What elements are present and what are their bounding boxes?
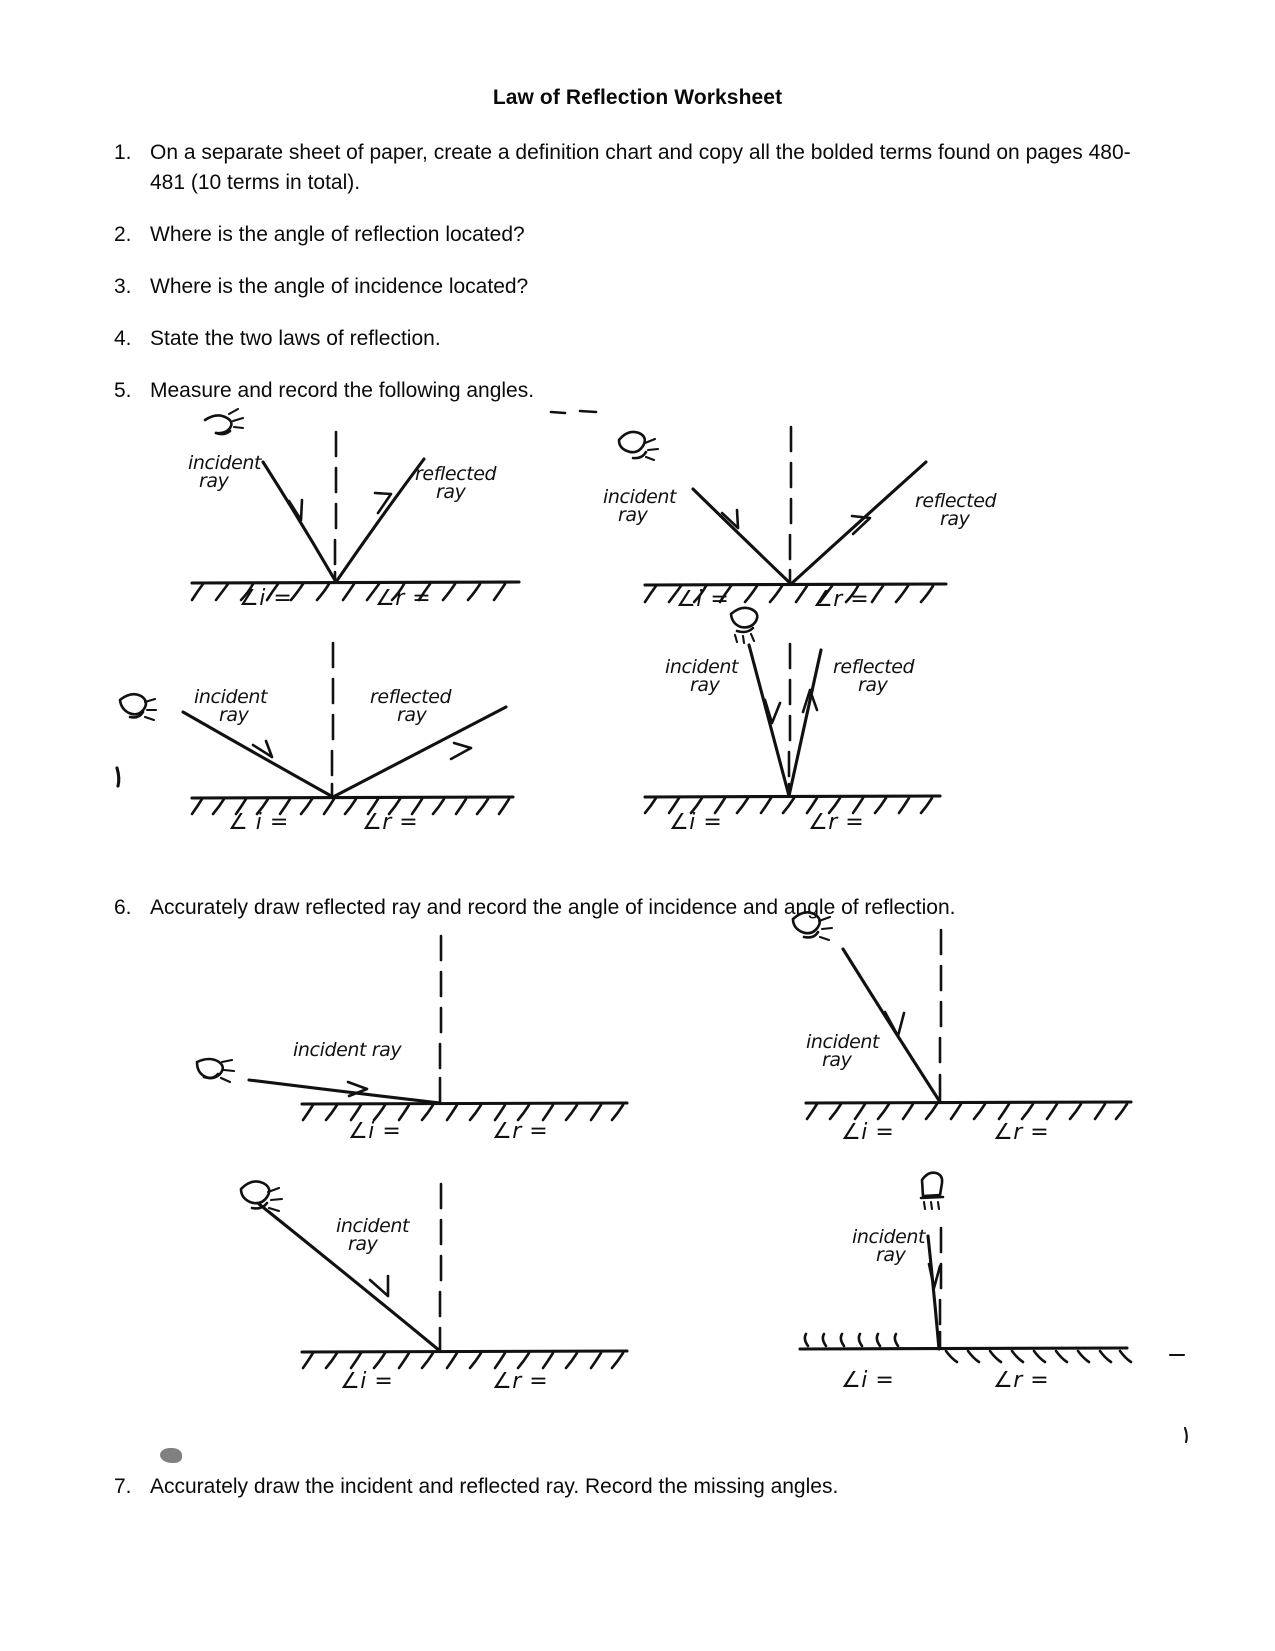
incident-ray-arrowhead (370, 1276, 388, 1296)
question-text: Measure and record the following angles. (150, 379, 535, 402)
incident-ray-arrowhead (348, 1082, 367, 1096)
surface-line (192, 797, 513, 798)
incident-ray (843, 949, 940, 1102)
incident-ray-label: incident (665, 656, 739, 678)
incident-ray-arrowhead (722, 510, 738, 528)
incident-ray-label: incident (806, 1031, 880, 1053)
angle-reflection-label: ∠r = (993, 1368, 1050, 1393)
reflected-ray-label: reflected (833, 656, 915, 678)
surface-line (645, 584, 946, 585)
incident-ray-label-line2: ray (822, 1049, 852, 1071)
incident-ray-arrowhead (289, 500, 302, 520)
reflected-ray-arrowhead (375, 493, 391, 513)
reflected-ray-label: reflected (915, 490, 997, 512)
diagram-q6-bottom-right (800, 1173, 1131, 1393)
scan-speck (160, 1448, 182, 1463)
question-number: 3. (114, 275, 132, 298)
question-text: Accurately draw the incident and reflected ray. Record the missing angles. (150, 1475, 839, 1498)
incident-ray-label-line2: ray (876, 1244, 906, 1266)
reflected-ray-label: reflected (370, 686, 452, 708)
incident-ray-label-line2: ray (618, 504, 648, 526)
surface-line (645, 796, 940, 797)
incident-ray-label-line2: ray (690, 674, 720, 696)
incident-ray-arrowhead (765, 700, 780, 723)
incident-ray-label: incident ray (293, 1039, 402, 1061)
surface-hatching (303, 1353, 623, 1368)
question-item-5 (114, 376, 1164, 406)
reflected-ray (791, 462, 926, 584)
page-title: Law of Reflection Worksheet (492, 86, 783, 109)
incident-ray (183, 712, 333, 797)
question-item-3 (114, 272, 1164, 302)
angle-incidence-label: ∠i = (239, 586, 293, 611)
incident-ray (928, 1236, 939, 1349)
surface-line (302, 1351, 627, 1352)
question-number: 4. (114, 327, 132, 350)
normal-line (440, 1184, 441, 1350)
question-number: 6. (114, 896, 132, 919)
surface-hatching (807, 1104, 1127, 1119)
question-text: State the two laws of reflection. (150, 327, 441, 350)
normal-line (940, 1228, 941, 1348)
question-number: 5. (114, 379, 132, 402)
reflected-ray-label: reflected (415, 463, 497, 485)
incident-ray-label-line2: ray (219, 704, 249, 726)
angle-incidence-label: ∠i = (841, 1368, 895, 1393)
diagram-q6-bottom-left (241, 1181, 627, 1394)
normal-line (789, 644, 790, 796)
question-number: 2. (114, 223, 132, 246)
angle-reflection-label: ∠r = (492, 1369, 549, 1394)
diagram-q5-top-right (603, 427, 998, 612)
light-source-icon (197, 1059, 234, 1082)
incident-ray (263, 462, 336, 582)
diagram-q6-top-left (197, 936, 627, 1144)
angle-reflection-label: ∠r = (813, 587, 870, 612)
angle-reflection-label: ∠r = (993, 1120, 1050, 1145)
scan-artifacts (551, 411, 1187, 1442)
normal-line (440, 936, 441, 1102)
surface-hatching (303, 1105, 623, 1120)
incident-ray-arrowhead (929, 1264, 940, 1288)
reflected-ray-arrowhead (451, 743, 471, 759)
angle-incidence-label: ∠i = (348, 1119, 402, 1144)
incident-ray-arrowhead (253, 741, 272, 757)
incident-ray-label: incident (188, 452, 262, 474)
reflected-ray (333, 707, 506, 797)
surface-hatching (805, 1334, 1131, 1362)
question-number: 7. (114, 1475, 132, 1498)
light-source-icon (921, 1173, 943, 1209)
light-source-icon (619, 432, 658, 460)
reflected-ray-arrowhead (803, 690, 817, 712)
question-item-1 (114, 138, 1164, 198)
question-text: On a separate sheet of paper, create a definition chart and copy all the bolded terms found on pages 480-481 (10 terms in total). (150, 141, 1131, 194)
question-text: Accurately draw reflected ray and record the angle of incidence and angle of reflection. (150, 896, 956, 919)
angle-incidence-label: ∠i = (841, 1120, 895, 1145)
top-dash-marks (551, 411, 596, 413)
diagram-q5-top-left (188, 409, 519, 611)
question-text: Where is the angle of incidence located? (150, 275, 529, 298)
angle-reflection-label: ∠r = (492, 1119, 549, 1144)
reflected-ray-label-line2: ray (940, 508, 970, 530)
normal-line (790, 427, 791, 584)
surface-line (302, 1103, 627, 1104)
incident-ray-label: incident (194, 686, 268, 708)
diagram-q5-bottom-right (645, 608, 940, 835)
reflected-ray-label-line2: ray (397, 704, 427, 726)
incident-ray-label-line2: ray (199, 470, 229, 492)
incident-ray-label: incident (852, 1226, 926, 1248)
surface-line (806, 1102, 1131, 1103)
reflected-ray (336, 459, 424, 582)
question-list (114, 112, 1164, 406)
surface-hatching (192, 584, 505, 600)
incident-ray-label: incident (336, 1215, 410, 1237)
angle-reflection-label: ∠r = (362, 810, 419, 835)
reflected-ray (789, 650, 821, 796)
question-item-7 (114, 1472, 1174, 1502)
incident-ray (259, 1204, 440, 1351)
diagram-q6-top-right (793, 912, 1131, 1145)
question-number: 1. (114, 141, 132, 164)
question-text: Where is the angle of reflection located? (150, 223, 525, 246)
question-item-2 (114, 220, 1164, 250)
surface-line (800, 1348, 1127, 1349)
normal-line (335, 432, 336, 582)
surface-hatching (645, 586, 933, 602)
stray-pen-mark (117, 768, 119, 786)
question-item-6 (114, 893, 1174, 923)
light-source-icon (241, 1181, 282, 1211)
incident-ray-arrowhead (885, 1012, 904, 1036)
reflected-ray-label-line2: ray (858, 674, 888, 696)
surface-hatching (645, 798, 932, 813)
incident-ray (749, 645, 789, 796)
angle-incidence-label: ∠ i = (228, 810, 289, 835)
question-item-4 (114, 324, 1164, 354)
diagram-q5-bottom-left (117, 643, 513, 835)
incident-ray-label-line2: ray (348, 1233, 378, 1255)
angle-incidence-label: ∠i = (340, 1369, 394, 1394)
light-source-icon (205, 409, 243, 434)
reflected-ray-arrowhead (852, 516, 870, 534)
angle-reflection-label: ∠r = (808, 810, 865, 835)
light-source-icon (120, 694, 156, 720)
angle-incidence-label: ∠i = (676, 587, 730, 612)
surface-hatching (192, 799, 509, 814)
light-source-icon (731, 608, 757, 643)
angle-reflection-label: ∠r = (375, 586, 432, 611)
normal-line (332, 643, 333, 797)
angle-incidence-label: ∠i = (669, 810, 723, 835)
reflected-ray-label-line2: ray (436, 481, 466, 503)
incident-ray-label: incident (603, 486, 677, 508)
edge-mark (1185, 1428, 1187, 1442)
incident-ray (693, 489, 791, 584)
incident-ray (249, 1080, 440, 1103)
normal-line (940, 930, 941, 1101)
surface-line (192, 582, 519, 583)
